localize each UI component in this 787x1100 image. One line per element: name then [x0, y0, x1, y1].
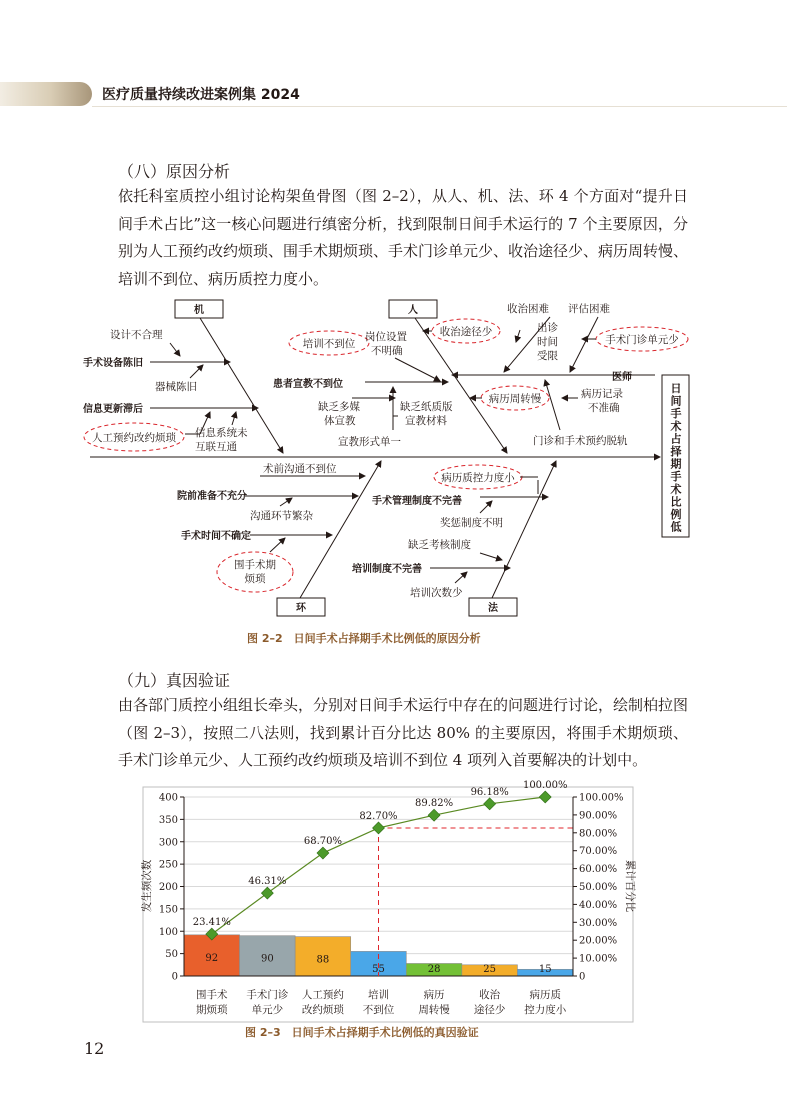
y-tick-label: 0 — [171, 971, 178, 983]
page-number: 12 — [84, 1039, 105, 1058]
x-tick-label-line2: 途径少 — [473, 1004, 506, 1016]
cumulative-point — [261, 887, 273, 899]
y-tick-label: 300 — [158, 837, 178, 849]
cause-record-turnover: 病历周转慢 — [488, 393, 542, 405]
x-tick-label-line2: 不到位 — [362, 1004, 395, 1016]
cause-media-1: 缺乏多媒 — [318, 401, 360, 413]
figure-2-2-caption: 图 2–2 日间手术占择期手术比例低的原因分析 — [247, 632, 481, 645]
cumulative-label: 100.00% — [522, 780, 568, 791]
y-tick-label: 100 — [158, 926, 178, 938]
cause-admission: 收治途径少 — [439, 326, 493, 338]
cause-periop-2: 烦琐 — [244, 573, 266, 585]
section-9-text: 由各部门质控小组组长牵头，分别对日间手术运行中存在的问题进行讨论，绘制柏拉图（图 2–3），按照二八法则，找到累计百分比达 80% 的主要原因，将围手术期烦琐、手术门诊单元少、人工预约改约烦琐及培训不到位 4 项列入首要解决的计划中。 — [118, 696, 689, 769]
cumulative-label: 96.18% — [470, 786, 509, 798]
y2-tick-label: 100.00% — [579, 792, 624, 804]
bar-value-label: 15 — [538, 964, 552, 975]
cause-train-few: 培训次数少 — [410, 587, 463, 599]
cause-doctor: 医师 — [612, 372, 632, 383]
y-tick-label: 50 — [165, 949, 178, 961]
x-tick-label-line2: 周转慢 — [418, 1004, 450, 1016]
cause-info-slow: 信息更新滞后 — [83, 404, 143, 415]
cause-paper-2: 宣教材料 — [405, 415, 447, 427]
cause-eval-hard: 评估困难 — [568, 303, 610, 315]
cause-clinic-units: 手术门诊单元少 — [605, 334, 679, 346]
x-tick-label-line1: 围手术 — [196, 989, 228, 1001]
cause-no-interconnect-2: 互联互通 — [195, 441, 237, 453]
cause-record-2: 不准确 — [588, 402, 620, 414]
cause-record-1: 病历记录 — [581, 388, 623, 400]
cumulative-point — [539, 791, 551, 803]
cause-disconnect: 门诊和手术预约脱轨 — [533, 435, 628, 447]
cause-preop-comm: 术前沟通不到位 — [263, 463, 337, 475]
y2-tick-label: 80.00% — [579, 828, 618, 840]
y-tick-label: 200 — [158, 882, 178, 893]
y2-tick-label: 0 — [579, 971, 586, 983]
cause-periop-1: 围手术期 — [234, 559, 276, 571]
cause-training: 培训不到位 — [302, 338, 356, 350]
cumulative-label: 82.70% — [359, 810, 398, 822]
cause-paper-1: 缺乏纸质版 — [400, 401, 453, 413]
cumulative-label: 46.31% — [248, 876, 287, 888]
y2-tick-label: 60.00% — [579, 864, 618, 876]
cause-clinic-1: 出诊 — [537, 322, 558, 334]
cause-hospital-prep: 院前准备不充分 — [177, 491, 247, 502]
y2-tick-label: 30.00% — [579, 917, 618, 929]
x-tick-label-line2: 单元少 — [251, 1004, 284, 1016]
cause-no-interconnect-1: 信息系统未 — [195, 427, 248, 439]
x-tick-label-line1: 培训 — [368, 989, 389, 1001]
cause-qc: 病历质控力度小 — [441, 472, 515, 484]
y2-tick-label: 20.00% — [579, 935, 618, 947]
y-tick-label: 150 — [158, 904, 178, 916]
header-title: 医疗质量持续改进案例集 2024 — [102, 87, 300, 103]
bar-value-label: 90 — [260, 953, 274, 965]
y2-axis-label: 累计百分比 — [624, 859, 636, 913]
category-method: 法 — [488, 603, 498, 614]
cause-train-sys: 培训制度不完善 — [352, 564, 422, 575]
x-tick-label-line1: 收治 — [479, 989, 501, 1001]
cause-comm-steps: 沟通环节繁杂 — [250, 510, 313, 522]
x-tick-label-line1: 病历质 — [529, 989, 561, 1001]
figure-2-3-caption: 图 2–3 日间手术占择期手术比例低的真因验证 — [245, 1026, 479, 1039]
x-tick-label-line2: 改约烦琐 — [301, 1004, 344, 1016]
y2-tick-label: 10.00% — [579, 953, 618, 965]
x-tick-label-line2: 期烦琐 — [196, 1004, 228, 1016]
cause-patient-edu: 患者宣教不到位 — [273, 379, 343, 390]
plot-area — [159, 780, 624, 1016]
category-machine: 机 — [194, 305, 204, 316]
bar-value-label: 55 — [372, 964, 385, 975]
x-tick-label-line1: 病历 — [423, 989, 445, 1001]
cumulative-label: 89.82% — [415, 798, 454, 810]
x-tick-label-line2: 控力度小 — [524, 1004, 567, 1016]
cause-manual-booking: 人工预约改约烦琐 — [92, 432, 176, 444]
y-tick-label: 350 — [158, 814, 178, 826]
cause-post-1: 岗位设置 — [365, 331, 407, 343]
category-person: 人 — [408, 305, 418, 316]
y2-tick-label: 70.00% — [579, 846, 618, 858]
category-environment: 环 — [296, 603, 306, 614]
x-tick-label-line1: 手术门诊 — [246, 989, 289, 1001]
cumulative-point — [373, 822, 385, 834]
cause-design: 设计不合理 — [110, 329, 163, 341]
cumulative-label: 68.70% — [303, 836, 342, 848]
cause-admit-hard: 收治困难 — [507, 303, 549, 315]
bar-value-label: 28 — [427, 964, 441, 975]
section-8-heading: （八）原因分析 — [118, 162, 231, 181]
cumulative-label: 23.41% — [192, 917, 231, 929]
cause-equipment-old: 手术设备陈旧 — [83, 358, 143, 369]
cause-mgmt: 手术管理制度不完善 — [372, 496, 462, 507]
cause-media-2: 体宣教 — [324, 415, 356, 427]
fishbone-head-text: 日间手术占择期手术比例低 — [670, 382, 682, 534]
y2-tick-label: 50.00% — [579, 882, 618, 893]
y-tick-label: 250 — [158, 859, 178, 871]
section-9-heading: （九）真因验证 — [118, 671, 231, 690]
y2-tick-label: 90.00% — [579, 810, 618, 822]
bar-value-label: 88 — [316, 954, 330, 966]
y2-tick-label: 40.00% — [579, 899, 618, 911]
cause-single-form: 宣教形式单一 — [338, 436, 401, 448]
cause-time-uncertain: 手术时间不确定 — [181, 531, 251, 542]
cause-clinic-3: 受限 — [537, 350, 558, 362]
chart-frame — [143, 787, 633, 1022]
x-tick-label-line1: 人工预约 — [301, 989, 344, 1001]
cause-instrument-old: 器械陈旧 — [155, 381, 197, 393]
cause-post-2: 不明确 — [371, 345, 403, 357]
cause-reward: 奖惩制度不明 — [440, 517, 503, 529]
section-8-text: 依托科室质控小组讨论构架鱼骨图（图 2–2），从人、机、法、环 4 个方面对“提升日间手术占比”这一核心问题进行缜密分析，找到限制日间手术运行的 7 个主要原因，分别为人工预约改约烦琐、围手术期烦琐、手术门诊单元少、收治途径少、病历周转慢、培训不到位、病历质控力度小。 — [118, 187, 689, 288]
cause-clinic-2: 时间 — [537, 336, 558, 348]
bar-value-label: 92 — [205, 952, 219, 964]
cumulative-point — [484, 798, 496, 810]
cumulative-point — [317, 847, 329, 859]
y-tick-label: 400 — [158, 792, 178, 804]
bar-value-label: 25 — [483, 964, 497, 975]
cause-assess: 缺乏考核制度 — [408, 539, 471, 551]
y-axis-label: 发生频次数 — [141, 859, 153, 913]
